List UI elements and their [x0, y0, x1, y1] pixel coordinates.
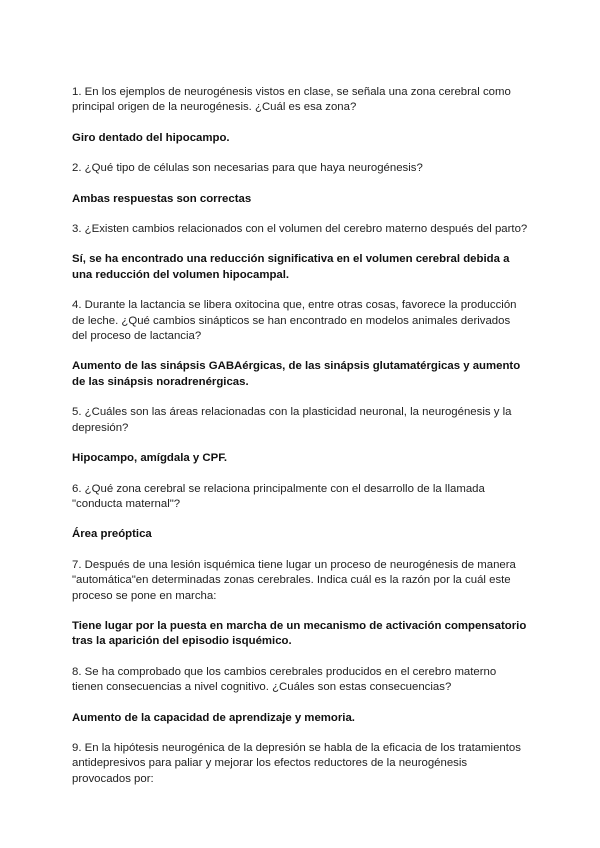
question-3: 3. ¿Existen cambios relacionados con el volumen del cerebro materno después del parto?: [72, 223, 528, 236]
answer-7: Tiene lugar por la puesta en marcha de un mecanismo de activación compensatorio tras la aparición del episodio isquémico.: [72, 619, 527, 648]
question-9: 9. En la hipótesis neurogénica de la depresión se habla de la eficacia de los tratamientos antidepresivos para paliar y mejorar los efectos reductores de la neurogénesis provocados por:: [72, 741, 521, 785]
question-6: 6. ¿Qué zona cerebral se relaciona principalmente con el desarrollo de la llamada "conducta maternal"?: [72, 482, 485, 510]
answer-6: Área preóptica: [72, 528, 152, 541]
answer-5: Hipocampo, amígdala y CPF.: [72, 452, 228, 465]
question-4: 4. Durante la lactancia se libera oxitocina que, entre otras cosas, favorece la producción de leche. ¿Qué cambios sinápticos se han encontrado en modelos animales derivados del proceso de lactancia?: [72, 299, 517, 343]
question-1: 1. En los ejemplos de neurogénesis vistos en clase, se señala una zona cerebral como principal origen de la neurogénesis. ¿Cuál es esa zona?: [72, 86, 511, 114]
answer-4: Aumento de las sinápsis GABAérgicas, de las sinápsis glutamatérgicas y aumento de las sinápsis noradrenérgicas.: [72, 360, 521, 388]
question-2: 2. ¿Qué tipo de células son necesarias para que haya neurogénesis?: [72, 162, 423, 175]
question-8: 8. Se ha comprobado que los cambios cerebrales producidos en el cerebro materno tienen consecuencias a nivel cognitivo. ¿Cuáles son estas consecuencias?: [72, 665, 497, 694]
question-7: 7. Después de una lesión isquémica tiene lugar un proceso de neurogénesis de manera "automática"en determinadas zonas cerebrales. Indica cuál es la razón por la cuál este proceso se pone en marcha:: [72, 558, 516, 602]
document-page: [72, 85, 528, 802]
answer-8: Aumento de la capacidad de aprendizaje y memoria.: [72, 711, 355, 724]
question-5: 5. ¿Cuáles son las áreas relacionadas con la plasticidad neuronal, la neurogénesis y la depresión?: [72, 406, 512, 434]
answer-2: Ambas respuestas son correctas: [72, 192, 252, 205]
answer-1: Giro dentado del hipocampo.: [72, 131, 230, 144]
answer-3: Sí, se ha encontrado una reducción significativa en el volumen cerebral debida a una reducción del volumen hipocampal.: [72, 253, 510, 281]
